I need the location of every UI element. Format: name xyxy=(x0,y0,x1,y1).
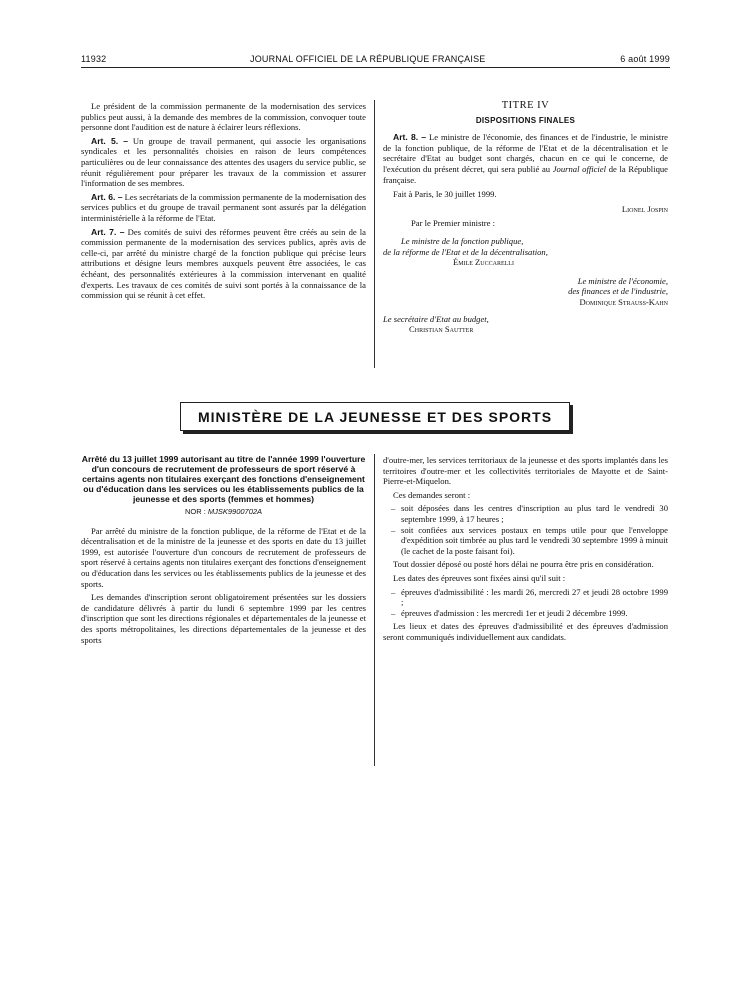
signer-strauss-kahn: Dominique Strauss-Kahn xyxy=(579,296,668,307)
arrete-title: Arrêté du 13 juillet 1999 autorisant au titre de l'année 1999 l'ouverture d'un concours de recrutement de professeurs de sport réservé à certains agents non titulaires exerçant des fonctions d'enseignement ou d'éducation dans les services ou les établissements publics de la jeunesse et des sports (femmes et hommes) xyxy=(81,454,366,504)
article-8-text-b: de la République française. xyxy=(383,163,668,185)
article-7 xyxy=(81,227,366,301)
article-7-text: Des comités de suivi des réformes peuvent être créés au sein de la commission permanente de la modernisation des services publics, après avis de celle-ci, par arrêté du ministre chargé de la fonction publique qui précise leurs attributions et désigne leurs membres auxquels peuvent être associées, le cas échéant, des personnalités extérieures à la commission intervenant en qualité d'experts. Les travaux de ces comités de suivi sont portés à la connaissance de la commission qui se réunit à cet effet. xyxy=(81,226,367,301)
top-left-column xyxy=(81,101,366,304)
signer-jospin: Lionel Jospin xyxy=(621,203,668,214)
arrete-paragraph-2: Les demandes d'inscription seront obligatoirement présentées sur les dossiers de candidature délivrés à partir du lundi 6 septembre 1999 par les centres d'inscription que sont les directions régionales et départementales de la jeunesse et des sports métropolitaines, les directions départementales de la jeunesse et des sports xyxy=(81,592,366,645)
hors-delai-paragraph: Tout dossier déposé ou posté hors délai ne pourra être pris en considération. xyxy=(393,559,654,570)
article-5 xyxy=(81,136,366,189)
article-6-label: Art. 6. – xyxy=(91,191,123,202)
signer-zuccarelli: Émile Zuccarelli xyxy=(453,257,514,268)
column-divider-top xyxy=(374,100,375,368)
minister-fp-line2: de la réforme de l'Etat et de la décentralisation, xyxy=(383,246,548,257)
intro-paragraph: Le président de la commission permanente de la modernisation des services publics peut aussi, à la demande des membres de la commission, convoquer toute personne dont l'audition est de nature à éclairer leurs réflexions. xyxy=(81,101,366,133)
list-item: – soit déposées dans les centres d'inscription au plus tard le vendredi 30 septembre 1999, à 17 heures ; xyxy=(393,503,668,524)
bottom-right-column xyxy=(383,455,668,646)
demandes-list xyxy=(383,503,668,556)
bottom-left-column xyxy=(81,454,366,648)
nor-code: MJSK9900702A xyxy=(207,507,263,516)
list-item: – soit confiées aux services postaux en temps utile pour que l'enveloppe d'expédition soit timbrée au plus tard le vendredi 30 septembre 1999 à minuit (le cachet de la poste faisant foi). xyxy=(393,525,668,557)
minister-fp-line1: Le ministre de la fonction publique, xyxy=(401,235,524,246)
minister-eco-line2: des finances et de l'industrie, xyxy=(568,286,668,297)
list-item: – épreuves d'admissibilité : les mardi 26, mercredi 27 et jeudi 28 octobre 1999 ; xyxy=(393,587,668,608)
issue-date: 6 août 1999 xyxy=(620,54,670,64)
fait-a-paris: Fait à Paris, le 30 juillet 1999. xyxy=(393,189,497,200)
article-8 xyxy=(383,132,668,185)
column-divider-bottom xyxy=(374,454,375,766)
dispositions-heading: DISPOSITIONS FINALES xyxy=(475,115,576,125)
ministry-heading: MINISTÈRE DE LA JEUNESSE ET DES SPORTS xyxy=(180,402,570,431)
article-5-label: Art. 5. – xyxy=(91,135,129,146)
secretaire-budget: Le secrétaire d'Etat au budget, xyxy=(383,313,489,324)
nor-label: NOR : xyxy=(184,507,208,516)
dates-list xyxy=(383,587,668,619)
par-le-premier-ministre: Par le Premier ministre : xyxy=(411,218,496,229)
continuation-paragraph: d'outre-mer, les services territoriaux de la jeunesse et des sports implantés dans les territoires d'outre-mer et les collectivités territoriales de Mayotte et de Saint-Pierre-et-Miquelon. xyxy=(383,455,668,487)
article-8-journal: Journal officiel xyxy=(552,163,607,174)
top-right-column xyxy=(383,101,668,335)
article-6 xyxy=(81,192,366,224)
article-7-label: Art. 7. – xyxy=(91,226,125,237)
article-8-text-a: Le ministre de l'économie, des finances et de l'industrie, le ministre de la fonction publique, de la réforme de l'Etat et de la décentralisation et le secrétaire d'Etat au budget sont chargés, chacun en ce qui le concerne, de l'exécution du présent décret, qui sera publié au xyxy=(383,132,668,174)
arrete-paragraph-1: Par arrêté du ministre de la fonction publique, de la réforme de l'Etat et de la décentralisation et de la ministre de la jeunesse et des sports en date du 13 juillet 1999, est autorisée l'ouverture d'un concours de recrutement de professeurs de sport réservé à certains agents non titulaires exerçant des fonctions d'enseignement ou d'éducation dans les services ou les établissements publics de la jeunesse et des sports. xyxy=(81,525,366,589)
dates-intro: Les dates des épreuves sont fixées ainsi qu'il suit : xyxy=(393,572,566,583)
page-number: 11932 xyxy=(81,54,107,64)
signer-sautter: Christian Sautter xyxy=(409,324,474,335)
nor-reference xyxy=(81,507,366,518)
article-5-text: Un groupe de travail permanent, qui associe les organisations syndicales et les personnalités choisies en raison de leurs compétences particulières ou de leur connaissance des attentes des usagers du service public, se réunit régulièrement pour préparer les travaux de la commission et assurer l'information de ses membres. xyxy=(81,135,366,189)
minister-eco-line1: Le ministre de l'économie, xyxy=(577,275,668,286)
journal-title: JOURNAL OFFICIEL DE LA RÉPUBLIQUE FRANÇAISE xyxy=(250,54,486,64)
demandes-intro: Ces demandes seront : xyxy=(393,489,471,500)
lieux-paragraph: Les lieux et dates des épreuves d'admissibilité et des épreuves d'admission seront communiqués individuellement aux candidats. xyxy=(383,621,668,642)
article-6-text: Les secrétariats de la commission permanente de la modernisation des services publics et du groupe de travail permanent sont assurés par la délégation interministérielle à la réforme de l'Etat. xyxy=(81,191,366,223)
titre-heading: TITRE IV xyxy=(501,100,550,111)
list-item: – épreuves d'admission : les mercredi 1er et jeudi 2 décembre 1999. xyxy=(393,608,668,619)
article-8-label: Art. 8. – xyxy=(393,132,427,143)
header-rule xyxy=(81,67,670,68)
